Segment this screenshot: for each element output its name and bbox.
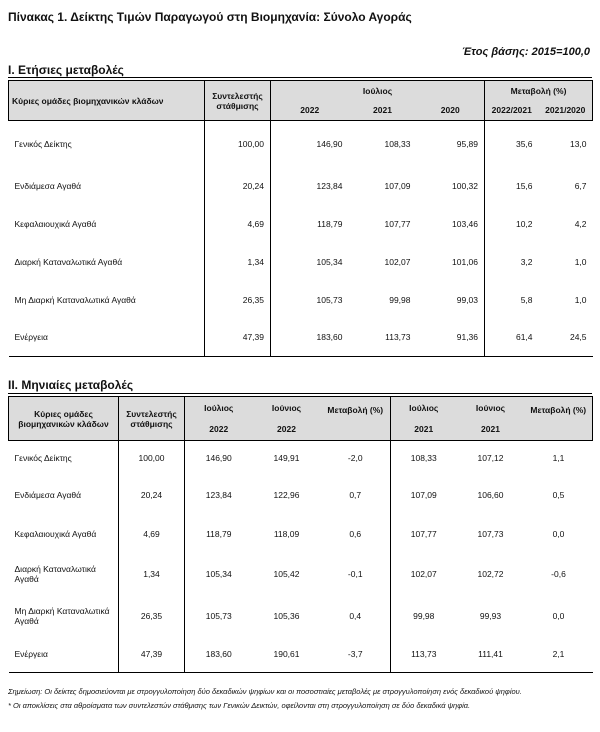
change-2022-2021: 35,6: [485, 121, 539, 167]
value-june-2021: 102,72: [477, 568, 504, 579]
col-header-year-2021b: 2021: [457, 419, 525, 441]
value-june-2022: 105,36: [273, 610, 300, 621]
value-2021: 102,07: [384, 256, 411, 267]
table-row: [9, 205, 593, 243]
change-2021-2020: 13,0: [569, 138, 587, 149]
col-header-july-2021: Ιούλιος: [391, 397, 457, 419]
table-row: [9, 637, 593, 673]
col-header-groups: Κύριες ομάδες βιομηχανικών κλάδων: [9, 81, 205, 121]
table-row: [9, 167, 593, 205]
change-2021: 1,1: [552, 452, 565, 463]
change-2022-2021: 61,4: [485, 319, 539, 357]
value-2020: 91,36: [417, 319, 485, 357]
col-header-july-2022: Ιούλιος: [185, 397, 253, 419]
change-2021-2020: 1,0: [574, 256, 587, 267]
value-july-2022: 105,34: [185, 553, 253, 595]
value-2020: 101,06: [452, 256, 479, 267]
value-2022: 183,60: [271, 319, 349, 357]
weight-value: 47,39: [205, 319, 271, 357]
value-2021: 107,77: [384, 218, 411, 229]
change-2022-2021: 3,2: [485, 243, 539, 281]
row-label: Ενέργεια: [9, 637, 119, 673]
row-label: Διαρκή Καταναλωτικά Αγαθά: [14, 256, 123, 267]
change-2022-2021: 15,6: [485, 167, 539, 205]
row-label: Ενδιάμεσα Αγαθά: [14, 180, 82, 191]
base-year-label: Έτος βάσης: 2015=100,0: [461, 46, 590, 58]
change-2021: 2,1: [525, 637, 593, 673]
row-label: Γενικός Δείκτης: [14, 138, 72, 149]
table-row: [9, 475, 593, 515]
change-2022: 0,7: [349, 489, 362, 500]
value-2020: 100,32: [452, 180, 479, 191]
col-header-july: Ιούλιος: [271, 81, 485, 101]
change-2022: 0,6: [349, 528, 362, 539]
col-header-2022-2021: 2022/2021: [485, 101, 539, 121]
value-2022: 118,79: [271, 205, 349, 243]
weight-value: 26,35: [205, 281, 271, 319]
change-2022: -3,7: [321, 637, 391, 673]
col-header-2021: 2021: [349, 101, 417, 121]
weight-value: 100,00: [205, 121, 271, 167]
value-2021: 113,73: [349, 319, 417, 357]
footnote-weights: * Οι αποκλίσεις στα αθροίσματα των συντελεστών στάθμισης των Γενικών Δεικτών, οφείλονται στη στρογγυλοποίηση σε δύο δεκαδικά ψηφία.: [8, 701, 471, 710]
table-row: [9, 595, 593, 637]
value-july-2021: 113,73: [391, 637, 457, 673]
table-row: [9, 441, 593, 475]
change-2021-2020: 6,7: [574, 180, 587, 191]
table-row: [9, 281, 593, 319]
change-2022-2021: 10,2: [485, 205, 539, 243]
value-june-2022: 105,42: [273, 568, 300, 579]
value-june-2022: 118,09: [273, 528, 300, 539]
value-2022: 105,34: [271, 243, 349, 281]
col-header-year-2022b: 2022: [253, 419, 321, 441]
section-1-heading: I. Ετήσιες μεταβολές: [8, 63, 124, 77]
row-label: Ενδιάμεσα Αγαθά: [14, 489, 82, 500]
change-2022-2021: 5,8: [485, 281, 539, 319]
change-2021: 0,0: [552, 610, 565, 621]
change-2021: -0,6: [551, 568, 566, 579]
weight-value: 100,00: [119, 441, 185, 475]
weight-value: 20,24: [205, 167, 271, 205]
weight-value: 26,35: [119, 595, 185, 637]
value-2021: 108,33: [384, 138, 411, 149]
value-2020: 95,89: [456, 138, 479, 149]
change-2022: 0,4: [349, 610, 362, 621]
value-2022: 146,90: [271, 121, 349, 167]
section-1-rule: [8, 77, 592, 78]
weight-value: 20,24: [119, 475, 185, 515]
col-header-year-2021a: 2021: [391, 419, 457, 441]
col-header-weight: Συντελεστής στάθμισης: [119, 397, 185, 441]
row-label: Κεφαλαιουχικά Αγαθά: [14, 528, 97, 539]
annual-changes-table: [8, 80, 593, 357]
value-june-2021: 111,41: [457, 637, 525, 673]
col-header-june-2021: Ιούνιος: [457, 397, 525, 419]
row-label: Γενικός Δείκτης: [14, 452, 72, 463]
value-july-2021: 102,07: [391, 553, 457, 595]
value-july-2022: 105,73: [185, 595, 253, 637]
value-july-2021: 107,09: [391, 475, 457, 515]
change-2021: 0,5: [552, 489, 565, 500]
col-header-2020: 2020: [417, 101, 485, 121]
weight-value: 1,34: [119, 553, 185, 595]
value-2021: 99,98: [389, 294, 411, 305]
weight-value: 1,34: [205, 243, 271, 281]
weight-value: 4,69: [205, 205, 271, 243]
row-label: Διαρκή Καταναλωτικά Αγαθά: [14, 563, 96, 584]
col-header-2022: 2022: [271, 101, 349, 121]
table-row: [9, 319, 593, 357]
value-2020: 103,46: [452, 218, 479, 229]
value-july-2022: 118,79: [185, 515, 253, 553]
value-june-2021: 107,12: [477, 452, 504, 463]
table-row: [9, 243, 593, 281]
section-2-heading: II. Μηνιαίες μεταβολές: [8, 378, 134, 392]
section-2-rule: [8, 393, 592, 394]
value-2022: 123,84: [271, 167, 349, 205]
row-label: Ενέργεια: [9, 319, 205, 357]
change-2022: -2,0: [347, 452, 363, 463]
value-2021: 107,09: [384, 180, 411, 191]
value-july-2022: 146,90: [185, 441, 253, 475]
value-june-2022: 149,91: [273, 452, 300, 463]
value-july-2021: 99,98: [391, 595, 457, 637]
col-header-change-2021: Μεταβολή (%): [525, 397, 593, 441]
row-label: Κεφαλαιουχικά Αγαθά: [14, 218, 97, 229]
row-label: Μη Διαρκή Καταναλωτικά Αγαθά: [14, 294, 136, 305]
col-header-weight: Συντελεστής στάθμισης: [205, 81, 271, 121]
table-row: [9, 553, 593, 595]
value-june-2021: 107,73: [477, 528, 504, 539]
weight-value: 4,69: [119, 515, 185, 553]
col-header-2021-2020: 2021/2020: [539, 101, 593, 121]
document-title: Πίνακας 1. Δείκτης Τιμών Παραγωγού στη Βιομηχανία: Σύνολο Αγοράς: [8, 10, 412, 24]
row-label: Μη Διαρκή Καταναλωτικά Αγαθά: [14, 605, 110, 626]
col-header-june-2022: Ιούνιος: [253, 397, 321, 419]
weight-value: 47,39: [119, 637, 185, 673]
value-july-2022: 123,84: [185, 475, 253, 515]
col-header-year-2022a: 2022: [185, 419, 253, 441]
change-2021-2020: 1,0: [574, 294, 587, 305]
col-header-change: Μεταβολή (%): [485, 81, 593, 101]
col-header-change-2022: Μεταβολή (%): [321, 397, 391, 441]
change-2021-2020: 4,2: [574, 218, 587, 229]
value-july-2021: 108,33: [391, 441, 457, 475]
value-2022: 105,73: [271, 281, 349, 319]
value-july-2022: 183,60: [185, 637, 253, 673]
change-2022: -0,1: [347, 568, 363, 579]
value-june-2022: 190,61: [253, 637, 321, 673]
value-2020: 99,03: [456, 294, 479, 305]
change-2021-2020: 24,5: [539, 319, 593, 357]
footnotes: [8, 686, 592, 714]
monthly-changes-table: [8, 396, 593, 673]
table-row: [9, 515, 593, 553]
table-row: [9, 121, 593, 167]
value-june-2022: 122,96: [273, 489, 300, 500]
col-header-groups: Κύριες ομάδες βιομηχανικών κλάδων: [9, 397, 119, 441]
value-june-2021: 106,60: [477, 489, 504, 500]
value-june-2021: 99,93: [479, 610, 502, 621]
footnote-rounding: Σημείωση: Οι δείκτες δημοσιεύονται με στρογγυλοποίηση δύο δεκαδικών ψηφίων και οι ποσοστιαίες μεταβολές με στρογγυλοποίηση ενός δεκαδικού ψηφίου.: [8, 687, 522, 696]
value-july-2021: 107,77: [391, 515, 457, 553]
change-2021: 0,0: [552, 528, 565, 539]
